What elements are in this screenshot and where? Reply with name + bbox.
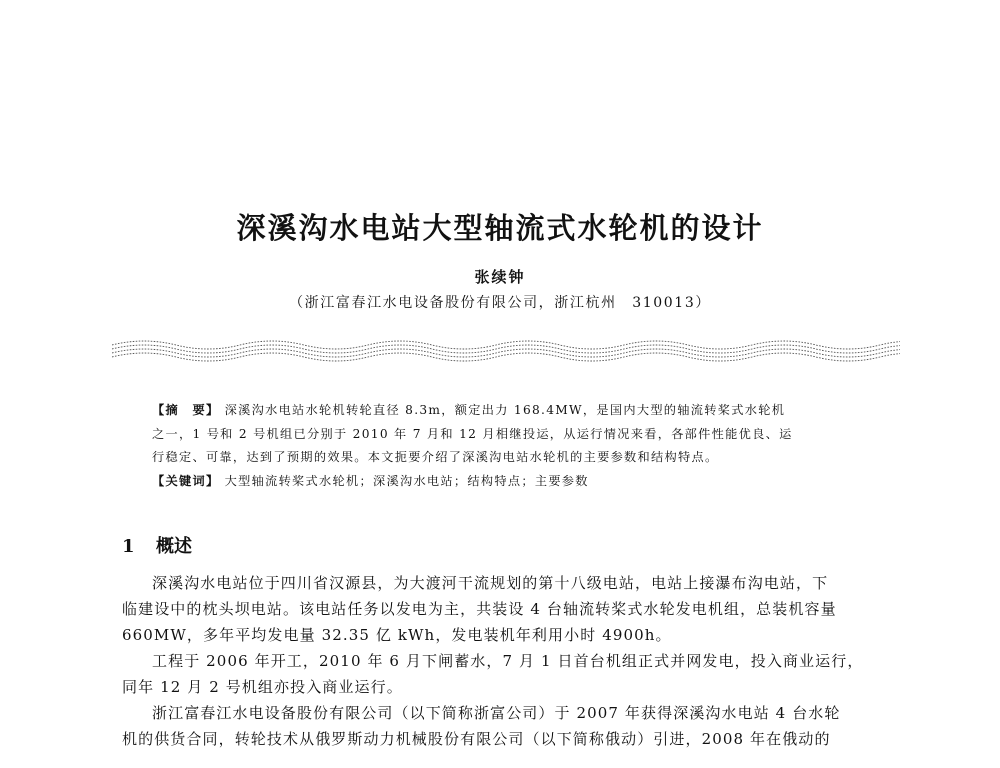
- section-title: 概述: [156, 536, 192, 557]
- paragraph-line: 机的供货合同，转轮技术从俄罗斯动力机械股份有限公司（以下简称俄动）引进，2008 年在俄动的: [122, 730, 831, 748]
- paragraph-line: 工程于 2006 年开工，2010 年 6 月下闸蓄水，7 月 1 日首台机组正式并网发电，投入商业运行，: [152, 652, 864, 670]
- paragraph-line: 浙江富春江水电设备股份有限公司（以下简称浙富公司）于 2007 年获得深溪沟水电站 4 台水轮: [152, 704, 841, 722]
- section-heading: [122, 533, 192, 561]
- abstract-line: [152, 399, 872, 423]
- keywords-text: 大型轴流转桨式水轮机；深溪沟水电站；结构特点；主要参数: [224, 473, 589, 488]
- author-affiliation: （浙江富春江水电设备股份有限公司，浙江杭州 310013）: [289, 295, 711, 311]
- abstract-line: 行稳定、可靠，达到了预期的效果。本文扼要介绍了深溪沟电站水轮机的主要参数和结构特点。: [152, 450, 719, 464]
- keywords-label: 【关键词】: [152, 473, 220, 488]
- paragraph-line: 深溪沟水电站位于四川省汉源县，为大渡河干流规划的第十八级电站，电站上接瀑布沟电站，下: [152, 574, 829, 592]
- paper-title: 深溪沟水电站大型轴流式水轮机的设计: [236, 211, 764, 245]
- paragraph-line: 临建设中的枕头坝电站。该电站任务以发电为主，共装设 4 台轴流转桨式水轮发电机组，总装机容量: [122, 600, 837, 618]
- paragraph-line: 660MW，多年平均发电量 32.35 亿 kWh，发电装机年利用小时 4900h。: [122, 626, 672, 644]
- abstract-label: 【摘 要】: [152, 403, 220, 417]
- abstract-block: [152, 399, 872, 493]
- paragraph-line: 同年 12 月 2 号机组亦投入商业运行。: [122, 678, 403, 696]
- abstract-text: 深溪沟水电站水轮机转轮直径 8.3m，额定出力 168.4MW，是国内大型的轴流转桨式水轮机: [224, 403, 786, 417]
- author-name: 张续钟: [474, 268, 526, 286]
- abstract-line: 之一，1 号和 2 号机组已分别于 2010 年 7 月和 12 月相继投运，从运行情况来看，各部件性能优良、运: [152, 426, 793, 441]
- keywords-line: [152, 470, 872, 494]
- section-number: 1: [122, 536, 135, 557]
- section-body: [122, 570, 897, 752]
- wavy-divider: [112, 337, 900, 367]
